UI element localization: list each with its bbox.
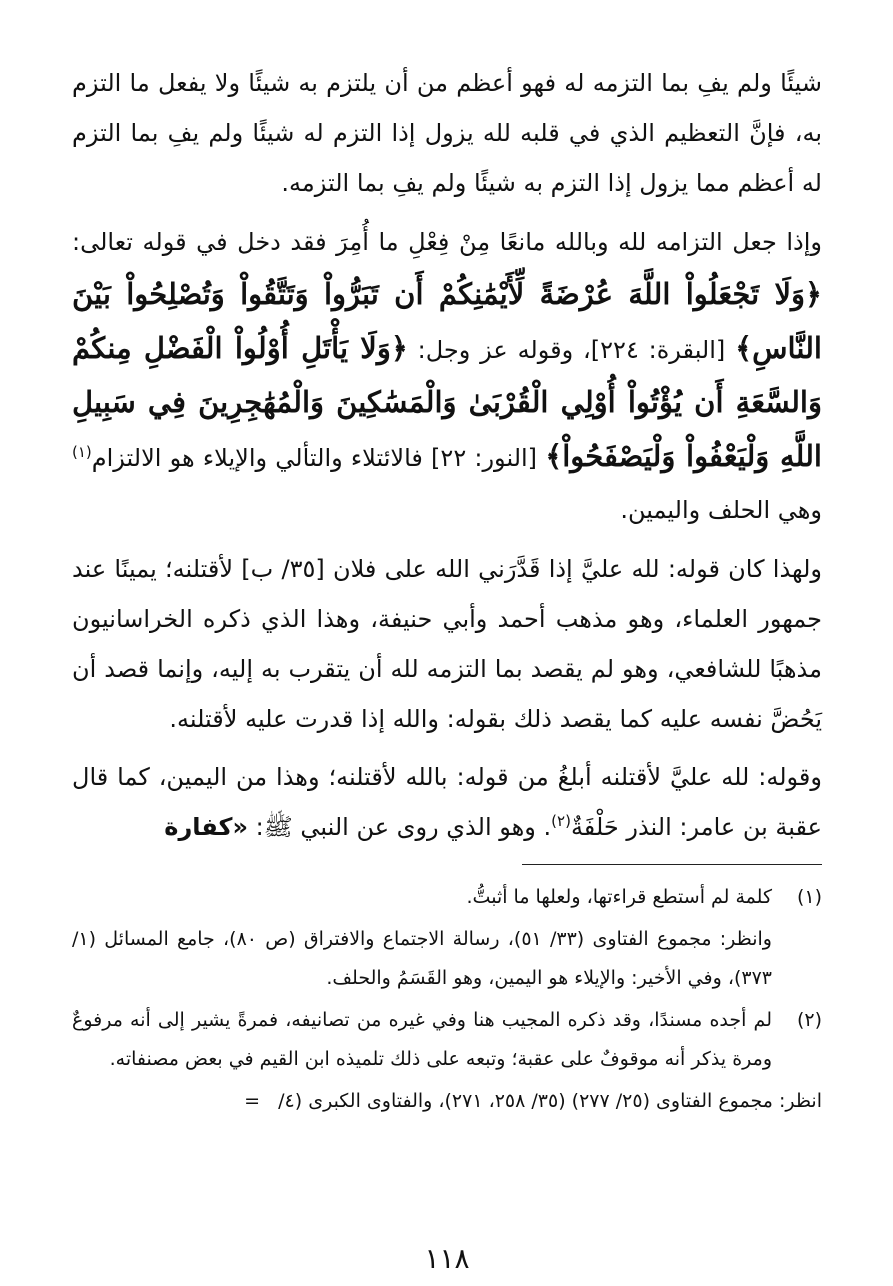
footnotes-section: [72, 878, 822, 1124]
footnote-2-see-also: [72, 1082, 822, 1121]
verse-reference-baqarah: [البقرة: ٢٢٤]: [590, 336, 726, 364]
footnote-1-number: (١): [796, 886, 822, 908]
paragraph-1: شيئًا ولم يفِ بما التزمه له فهو أعظم من أن يلتزم به شيئًا ولا يفعل ما التزم به، فإنَّ التعظيم الذي في قلبه لله يزول إذا التزم له شيئًا ولم يفِ بما التزم له أعظم مما يزول إذا التزم به شيئًا ولم يفِ بما التزمه.: [72, 69, 822, 197]
footnote-1-see-also: وانظر: مجموع الفتاوى (٣٣/ ٥١)، رسالة الاجتماع والافتراق (ص ٨٠)، جامع المسائل (١/ ٣٧٣)، وفي الأخير: والإيلاء هو اليمين، وهو القَسَمُ والحلف.: [72, 928, 772, 989]
paragraph-2-tail: فالائتلاء والتألي والإيلاء هو الالتزام: [91, 444, 423, 472]
footnote-1: [72, 878, 822, 917]
paragraph-2-intro: وإذا جعل التزامه لله وبالله مانعًا مِنْ فِعْلِ ما أُمِرَ فقد دخل في قوله تعالى:: [72, 228, 822, 256]
paragraph-2-end: وهي الحلف واليمين.: [620, 496, 822, 524]
footnote-1-text: كلمة لم أستطع قراءتها، ولعلها ما أثبتُّ.: [466, 886, 772, 908]
paragraph-4-bold-tail: «كفارة: [164, 813, 249, 841]
footnote-2-number: (٢): [796, 1009, 822, 1031]
paragraph-4-after: . وهو الذي روى عن النبي ﷺ:: [248, 813, 552, 841]
continuation-mark: =: [244, 1090, 261, 1112]
paragraph-2-mid: ، وقوله عز وجل:: [417, 336, 591, 364]
footnote-marker-2[interactable]: (٢): [551, 812, 571, 830]
page-number: ١١٨: [424, 1242, 470, 1275]
verse-reference-nur: [النور: ٢٢]: [431, 444, 538, 472]
footnote-2: [72, 1001, 822, 1079]
footnote-marker-1[interactable]: (١): [72, 443, 92, 461]
document-page: [72, 58, 823, 1275]
quran-verse-baqarah: ﴿وَلَا تَجْعَلُواْ اللَّهَ عُرْضَةً لِّأَيْمَٰنِكُمْ أَن تَبَرُّواْ وَتَتَّقُواْ وَتُصْلِحُواْ بَيْنَ النَّاسِ﴾: [72, 277, 822, 365]
paragraph-4: [72, 752, 822, 852]
paragraph-3: ولهذا كان قوله: لله عليَّ إذا قَدَّرَني الله على فلان [٣٥/ ب] لأقتلنه؛ يمينًا عند جمهور العلماء، وهو مذهب أحمد وأبي حنيفة، وهذا الذي ذكره الخراسانيون مذهبًا للشافعي، وهو لم يقصد بما التزمه لله أن يتقرب به إليه، وإنما قصد أن يَحُضَّ نفسه عليه كما يقصد ذلك بقوله: والله إذا قدرت عليه لأقتلنه.: [72, 555, 823, 733]
paragraph-4-text: وقوله: لله عليَّ لأقتلنه أبلغُ من قوله: بالله لأقتلنه؛ وهذا من اليمين، كما قال عقبة بن عامر: النذر حَلْفَةٌ: [72, 763, 822, 841]
footnote-2-see-text: انظر: مجموع الفتاوى (٢٥/ ٢٧٧) (٣٥/ ٢٥٨، ٢٧١)، والفتاوى الكبرى (٤/: [278, 1090, 822, 1112]
paragraph-2: [72, 216, 822, 536]
footnote-2-text: لم أجده مسندًا، وقد ذكره المجيب هنا وفي غيره من تصانيفه، فمرةً يشير إلى أنه مرفوعٌ ومرة يذكر أنه موقوفٌ على عقبة؛ وتبعه على ذلك تلميذه ابن القيم في بعض مصنفاته.: [72, 1009, 772, 1070]
quran-verse-nur: ﴿وَلَا يَأْتَلِ أُوْلُواْ الْفَضْلِ مِنكُمْ وَالسَّعَةِ أَن يُؤْتُواْ أُوْلِي الْقُرْبَىٰ وَالْمَسَٰكِينَ وَالْمُهَٰجِرِينَ فِي سَبِيلِ اللَّهِ وَلْيَعْفُواْ وَلْيَصْفَحُواْ﴾: [72, 331, 822, 473]
